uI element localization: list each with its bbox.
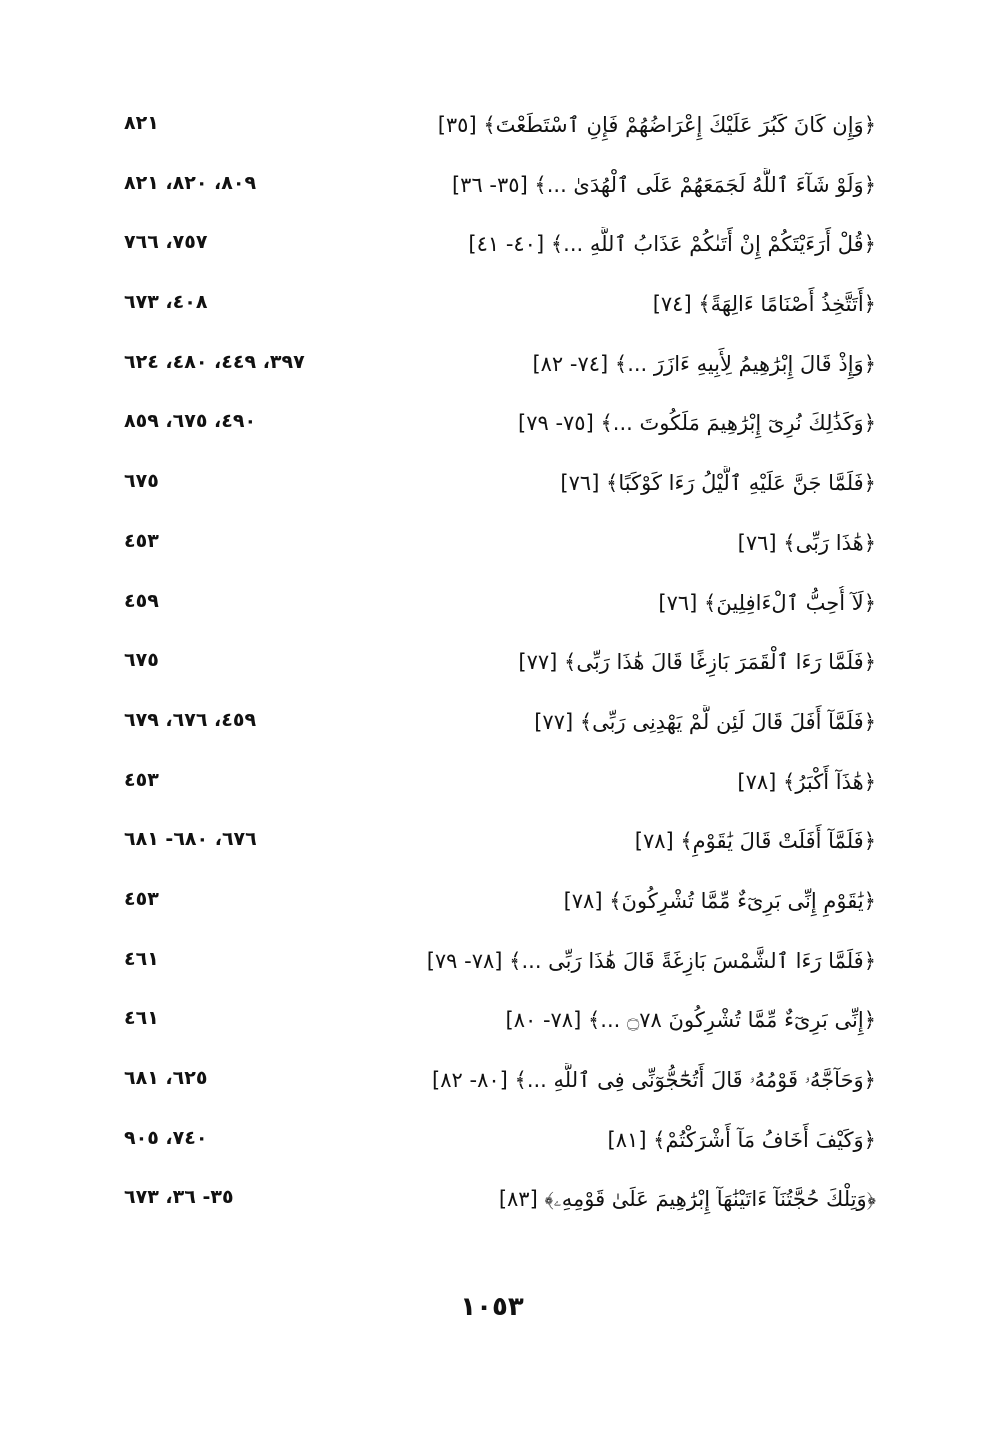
page-references: ٤٠٨، ٦٧٣ — [124, 291, 208, 314]
verse-citation: ﴿وَكَيْفَ أَخَافُ مَآ أَشْرَكْتُمْ﴾ [٨١] — [607, 1127, 876, 1152]
index-row — [0, 339, 984, 399]
index-row — [0, 219, 984, 279]
index-row — [0, 637, 984, 697]
verse-citation: ﴿فَلَمَّآ أَفَلَ قَالَ لَئِن لَّمْ يَهْدِنِى رَبِّى﴾ [٧٧] — [534, 709, 876, 734]
verse-citation: ﴿فَلَمَّا جَنَّ عَلَيْهِ ٱلَّيْلُ رَءَا كَوْكَبًا﴾ [٧٦] — [560, 471, 876, 496]
page-references: ٤٦١ — [124, 1007, 159, 1030]
page-references: ٣٥- ٣٦، ٦٧٣ — [124, 1186, 234, 1209]
page-number: ١٠٥٣ — [460, 1292, 524, 1322]
page-references: ٦٧٦، ٦٨٠- ٦٨١ — [124, 828, 257, 851]
index-row — [0, 160, 984, 220]
verse-citation: ﴿يَٰقَوْمِ إِنِّى بَرِىٓءٌ مِّمَّا تُشْرِكُونَ﴾ [٧٨] — [563, 888, 876, 913]
index-row — [0, 697, 984, 757]
index-row — [0, 876, 984, 936]
index-row — [0, 1174, 984, 1234]
verse-citation: ﴿فَلَمَّا رَءَا ٱلشَّمْسَ بَازِغَةً قَالَ هَٰذَا رَبِّى ...﴾ [٧٨- ٧٩] — [426, 948, 876, 973]
verse-citation: ﴿قُلْ أَرَءَيْتَكُمْ إِنْ أَتَىٰكُمْ عَذَابُ ٱللَّهِ ...﴾ [٤٠- ٤١] — [468, 232, 876, 257]
index-row — [0, 578, 984, 638]
index-row — [0, 100, 984, 160]
index-row — [0, 1055, 984, 1115]
index-row — [0, 816, 984, 876]
page-references: ٤٥٣ — [124, 529, 159, 552]
page-references: ٨٢١ — [124, 112, 159, 134]
page-references: ٦٧٥ — [124, 470, 159, 493]
page-references: ٤٦١ — [124, 947, 159, 970]
verse-citation: ﴿وَإِذْ قَالَ إِبْرَٰهِيمُ لِأَبِيهِ ءَازَرَ ...﴾ [٧٤- ٨٢] — [532, 351, 876, 376]
page-references: ٣٩٧، ٤٤٩، ٤٨٠، ٦٢٤ — [124, 350, 305, 373]
page-references: ٦٢٥، ٦٨١ — [124, 1067, 208, 1089]
index-row — [0, 757, 984, 817]
verse-citation: ﴿وَكَذَٰلِكَ نُرِىٓ إِبْرَٰهِيمَ مَلَكُوتَ ...﴾ [٧٥- ٧٩] — [518, 411, 876, 436]
page-references: ٧٤٠، ٩٠٥ — [124, 1126, 208, 1149]
page-references: ٤٥٩، ٦٧٦، ٦٧٩ — [124, 708, 257, 731]
index-row — [0, 398, 984, 458]
page-references: ٤٥٣ — [124, 887, 159, 910]
page-references: ٤٥٩ — [124, 589, 159, 612]
verse-citation: ﴿هَٰذَا رَبِّى﴾ [٧٦] — [737, 530, 876, 555]
page-references: ٤٥٣ — [124, 768, 159, 791]
verse-citation: ﴿وَتِلْكَ حُجَّتُنَآ ءَاتَيْنَٰهَآ إِبْرَٰهِيمَ عَلَىٰ قَوْمِهِۦ﴾ [٨٣] — [498, 1187, 876, 1212]
verse-citation: ﴿أَتَتَّخِذُ أَصْنَامًا ءَالِهَةً﴾ [٧٤] — [652, 292, 876, 317]
index-row — [0, 1115, 984, 1175]
verse-index-list — [0, 100, 984, 1234]
index-row — [0, 518, 984, 578]
page-references: ٦٧٥ — [124, 649, 159, 672]
verse-citation: ﴿وَحَآجَّهُۥ قَوْمُهُۥ قَالَ أَتُحَٰٓجُّوٓنِّى فِى ٱللَّهِ ...﴾ [٨٠- ٨٢] — [432, 1068, 876, 1092]
index-row — [0, 995, 984, 1055]
verse-citation: ﴿هَٰذَآ أَكْبَرُ﴾ [٧٨] — [737, 769, 876, 794]
verse-citation: ﴿إِنِّى بَرِىٓءٌ مِّمَّا تُشْرِكُونَ ۝٧٨ ...﴾ [٧٨- ٨٠] — [505, 1008, 876, 1033]
index-row — [0, 458, 984, 518]
page-references: ٧٥٧، ٧٦٦ — [124, 231, 208, 254]
index-row — [0, 279, 984, 339]
verse-citation: ﴿فَلَمَّآ أَفَلَتْ قَالَ يَٰقَوْمِ﴾ [٧٨] — [634, 829, 876, 854]
page-references: ٤٩٠، ٦٧٥، ٨٥٩ — [124, 410, 257, 433]
verse-citation: ﴿وَلَوْ شَآءَ ٱللَّهُ لَجَمَعَهُمْ عَلَى ٱلْهُدَىٰ ...﴾ [٣٥- ٣٦] — [451, 172, 876, 197]
verse-citation: ﴿فَلَمَّا رَءَا ٱلْقَمَرَ بَازِغًا قَالَ هَٰذَا رَبِّى﴾ [٧٧] — [518, 650, 876, 675]
verse-citation: ﴿وَإِن كَانَ كَبُرَ عَلَيْكَ إِعْرَاضُهُمْ فَإِنِ ٱسْتَطَعْتَ﴾ [٣٥] — [437, 113, 876, 137]
page-references: ٨٠٩، ٨٢٠، ٨٢١ — [124, 171, 257, 194]
verse-citation: ﴿لَآ أُحِبُّ ٱلْءَافِلِينَ﴾ [٧٦] — [658, 590, 876, 615]
index-row — [0, 936, 984, 996]
